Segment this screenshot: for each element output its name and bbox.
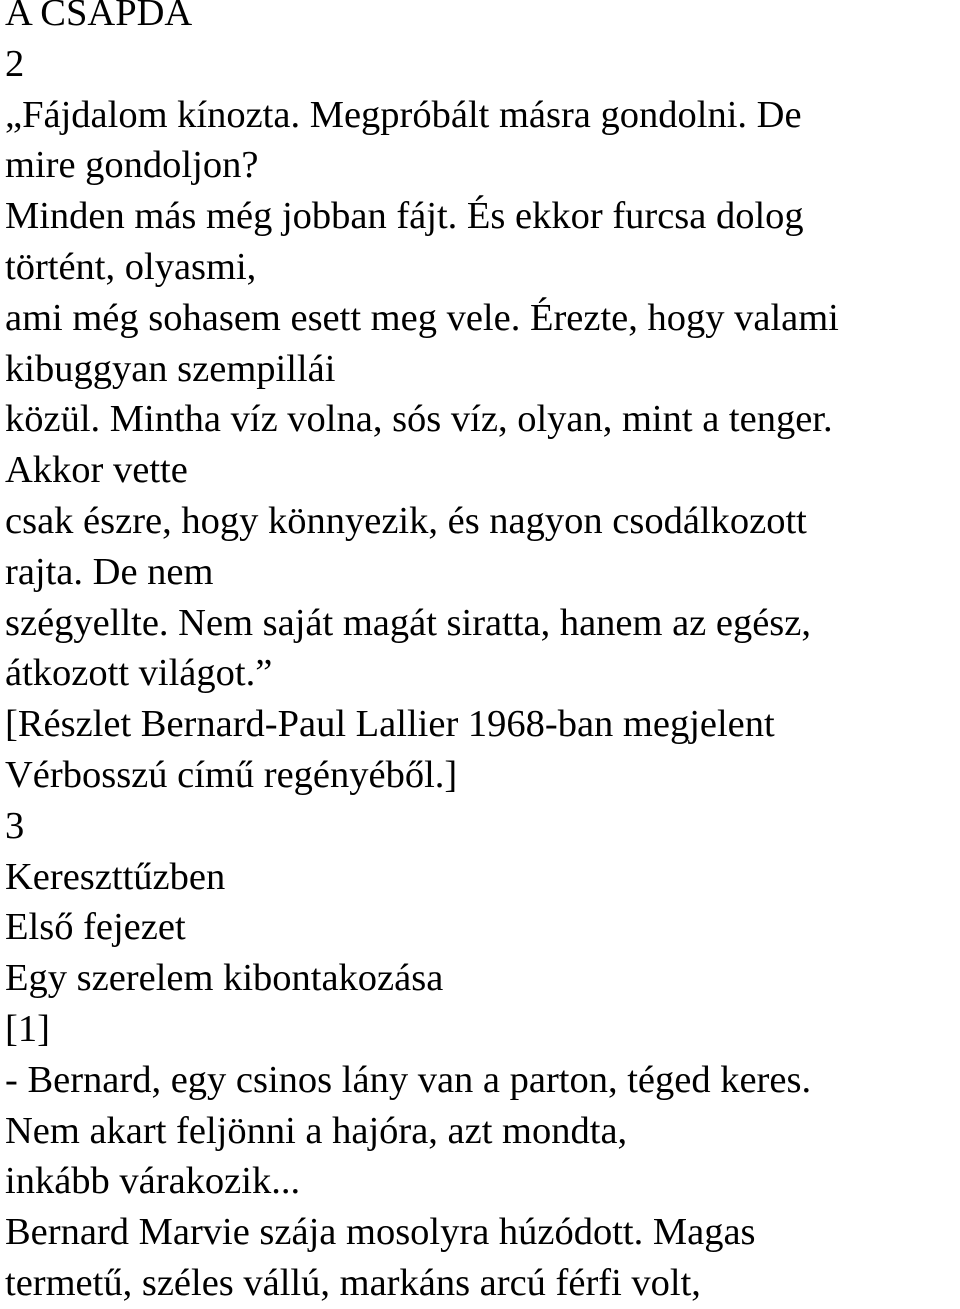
quote-line: ami még sohasem esett meg vele. Érezte, hogy valami bbox=[5, 296, 839, 339]
book-title: A CSAPDA bbox=[5, 0, 193, 34]
quote-line: Akkor vette bbox=[5, 449, 188, 492]
quote-line: közül. Mintha víz volna, sós víz, olyan, mint a tenger. bbox=[5, 398, 833, 441]
body-line: termetű, széles vállú, markáns arcú férfi volt, bbox=[5, 1261, 701, 1304]
page-number: 2 bbox=[5, 42, 25, 85]
quote-line: rajta. De nem bbox=[5, 550, 214, 593]
quote-line: szégyellte. Nem saját magát siratta, hanem az egész, bbox=[5, 601, 811, 644]
body-line: Bernard Marvie szája mosolyra húzódott. Magas bbox=[5, 1211, 756, 1254]
quote-source: Vérbosszú című regényéből.] bbox=[5, 753, 458, 796]
body-line: Nem akart feljönni a hajóra, azt mondta, bbox=[5, 1109, 628, 1152]
section-marker: [1] bbox=[5, 1007, 50, 1050]
chapter-title: Első fejezet bbox=[5, 906, 186, 949]
part-title: Kereszttűzben bbox=[5, 855, 226, 898]
page-number: 3 bbox=[5, 804, 25, 847]
quote-line: „Fájdalom kínozta. Megpróbált másra gondolni. De bbox=[5, 93, 802, 136]
document-page bbox=[5, 0, 955, 1309]
body-line: - Bernard, egy csinos lány van a parton, téged keres. bbox=[5, 1058, 812, 1101]
body-line: inkább várakozik... bbox=[5, 1160, 301, 1203]
quote-line: csak észre, hogy könnyezik, és nagyon csodálkozott bbox=[5, 499, 807, 542]
quote-line: kibuggyan szempillái bbox=[5, 347, 336, 390]
quote-line: történt, olyasmi, bbox=[5, 245, 257, 288]
quote-line: átkozott világot.” bbox=[5, 652, 273, 695]
quote-line: mire gondoljon? bbox=[5, 144, 259, 187]
chapter-subtitle: Egy szerelem kibontakozása bbox=[5, 957, 444, 1000]
quote-source: [Részlet Bernard-Paul Lallier 1968-ban megjelent bbox=[5, 703, 775, 746]
quote-line: Minden más még jobban fájt. És ekkor furcsa dolog bbox=[5, 195, 804, 238]
